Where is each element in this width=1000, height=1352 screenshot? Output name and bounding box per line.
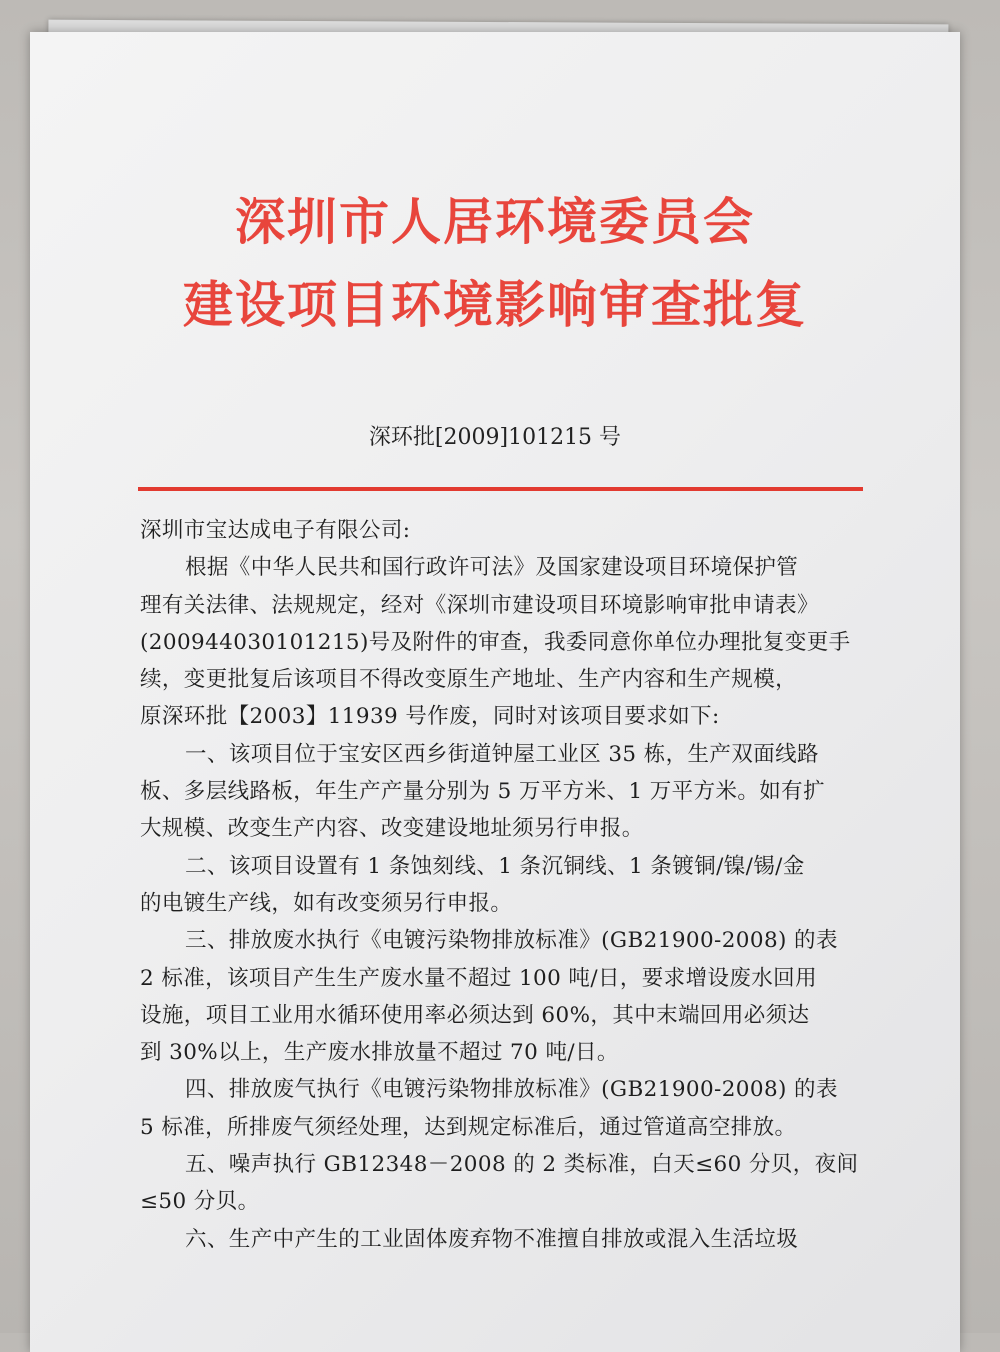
- body-line: 5 标准，所排废气须经处理，达到规定标准后，通过管道高空排放。: [140, 1114, 797, 1140]
- body-line: 五、噪声执行 GB12348－2008 的 2 类标准，白天≤60 分贝，夜间: [185, 1152, 859, 1178]
- document-title-line-2: 建设项目环境影响审查批复: [183, 275, 807, 334]
- document-title-line-1: 深圳市人居环境委员会: [235, 192, 755, 251]
- document-body: [140, 512, 900, 1258]
- body-line: 理有关法律、法规规定，经对《深圳市建设项目环境影响审批申请表》: [140, 592, 819, 618]
- body-line: ≤50 分贝。: [140, 1189, 260, 1215]
- body-line: 根据《中华人民共和国行政许可法》及国家建设项目环境保护管: [185, 555, 799, 581]
- body-line: 六、生产中产生的工业固体废弃物不准擅自排放或混入生活垃圾: [185, 1226, 799, 1252]
- body-line: 设施，项目工业用水循环使用率必须达到 60%，其中末端回用必须达: [140, 1002, 810, 1028]
- body-line: 续，变更批复后该项目不得改变原生产地址、生产内容和生产规模，: [140, 667, 798, 693]
- body-line: 板、多层线路板，年生产产量分别为 5 万平方米、1 万平方米。如有扩: [140, 779, 825, 805]
- body-line: 一、该项目位于宝安区西乡街道钟屋工业区 35 栋，生产双面线路: [185, 741, 819, 767]
- body-line: (200944030101215)号及附件的审查，我委同意你单位办理批复变更手: [140, 629, 851, 655]
- body-line: 二、该项目设置有 1 条蚀刻线、1 条沉铜线、1 条镀铜/镍/锡/金: [185, 853, 805, 879]
- body-line: 的电镀生产线，如有改变须另行申报。: [140, 890, 513, 916]
- body-line: 大规模、改变生产内容、改变建设地址须另行申报。: [140, 816, 644, 842]
- body-line: 到 30%以上，生产废水排放量不超过 70 吨/日。: [140, 1040, 619, 1066]
- red-divider: [138, 487, 863, 491]
- body-line: 原深环批【2003】11939 号作废，同时对该项目要求如下:: [140, 704, 720, 730]
- body-line: 四、排放废气执行《电镀污染物排放标准》(GB21900-2008) 的表: [185, 1077, 838, 1103]
- body-line: 2 标准，该项目产生生产废水量不超过 100 吨/日，要求增设废水回用: [140, 965, 817, 991]
- recipient-line: 深圳市宝达成电子有限公司:: [140, 518, 411, 543]
- document-number: 深环批[2009]101215 号: [368, 425, 622, 450]
- document-page: [30, 32, 960, 1352]
- body-line: 三、排放废水执行《电镀污染物排放标准》(GB21900-2008) 的表: [185, 928, 838, 954]
